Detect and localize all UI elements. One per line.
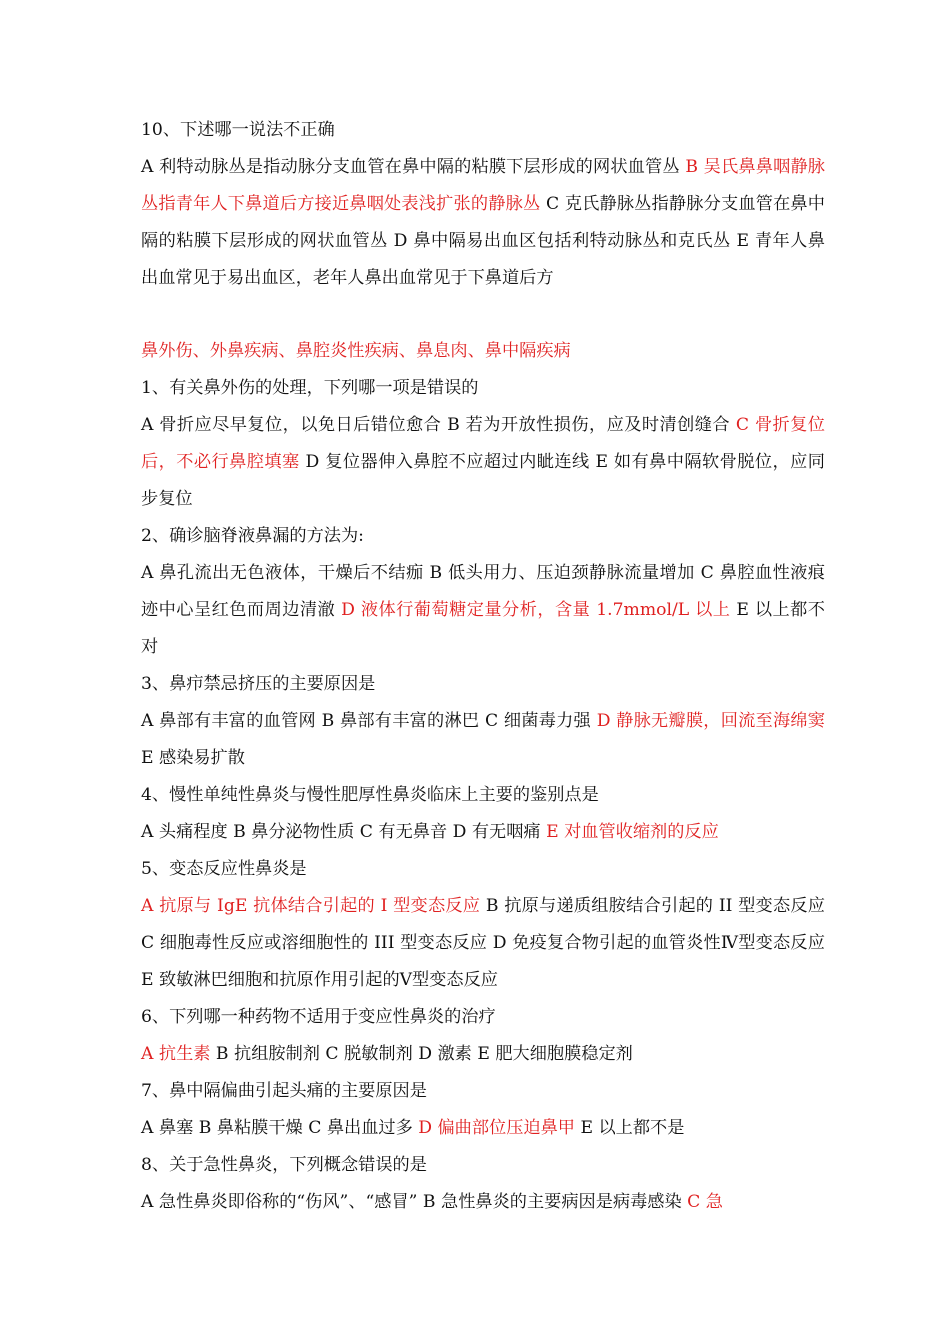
answer-text: E 对血管收缩剂的反应 xyxy=(546,822,719,842)
options-text: A 骨折应尽早复位，以免日后错位愈合 B 若为开放性损伤，应及时清创缝合 xyxy=(141,415,736,435)
question-1-title: 1、有关鼻外伤的处理，下列哪一项是错误的 xyxy=(141,378,479,398)
answer-text: A 抗原与 IgE 抗体结合引起的 I 型变态反应 xyxy=(141,896,481,916)
question-5-title: 5、变态反应性鼻炎是 xyxy=(141,859,307,879)
answer-text: C 急 xyxy=(687,1192,723,1212)
options-text: B 抗原与递质组胺结合引起的 II 型变态反应 C 细胞毒性反应或溶细胞性的 III 型变态反应 D 免疫复合物引起的血管炎性Ⅳ型变态反应 E 致敏淋巴细胞和抗原作用引起的Ⅴ型变态反应 xyxy=(141,896,825,990)
answer-text: A 抗生素 xyxy=(141,1044,211,1064)
answer-text: B 吴氏鼻鼻咽静脉丛指青年人下鼻道后方接近鼻咽处表浅扩张的静脉丛 xyxy=(141,157,825,214)
question-3-title: 3、鼻疖禁忌挤压的主要原因是 xyxy=(141,674,376,694)
question-10-title: 10、下述哪一说法不正确 xyxy=(141,120,335,140)
question-1-options xyxy=(141,407,825,518)
answer-text: C 骨折复位后，不必行鼻腔填塞 xyxy=(141,415,825,472)
question-7-title: 7、鼻中隔偏曲引起头痛的主要原因是 xyxy=(141,1081,427,1101)
section-title: 鼻外伤、外鼻疾病、鼻腔炎性疾病、鼻息肉、鼻中隔疾病 xyxy=(141,341,571,361)
options-text: E 感染易扩散 xyxy=(141,748,245,768)
document-body xyxy=(141,112,825,1221)
question-8-title: 8、关于急性鼻炎，下列概念错误的是 xyxy=(141,1155,427,1175)
question-4-title: 4、慢性单纯性鼻炎与慢性肥厚性鼻炎临床上主要的鉴别点是 xyxy=(141,785,599,805)
question-6-title: 6、下列哪一种药物不适用于变应性鼻炎的治疗 xyxy=(141,1007,496,1027)
options-text: A 鼻塞 B 鼻粘膜干燥 C 鼻出血过多 xyxy=(141,1118,419,1138)
question-3-options xyxy=(141,703,825,777)
question-4-options xyxy=(141,814,825,851)
answer-text: D 偏曲部位压迫鼻甲 xyxy=(418,1118,575,1138)
question-8-options xyxy=(141,1184,825,1221)
options-text: A 急性鼻炎即俗称的“伤风”、“感冒” B 急性鼻炎的主要病因是病毒感染 xyxy=(141,1192,688,1212)
options-text: B 抗组胺制剂 C 脱敏制剂 D 激素 E 肥大细胞膜稳定剂 xyxy=(210,1044,633,1064)
options-text: E 以上都不是 xyxy=(574,1118,685,1138)
options-text: C 克氏静脉丛指静脉分支血管在鼻中隔的粘膜下层形成的网状血管丛 D 鼻中隔易出血区包括利特动脉丛和克氏丛 E 青年人鼻出血常见于易出血区，老年人鼻出血常见于下鼻道后方 xyxy=(141,194,825,288)
options-text: A 头痛程度 B 鼻分泌物性质 C 有无鼻音 D 有无咽痛 xyxy=(141,822,547,842)
question-7-options xyxy=(141,1110,825,1147)
question-10-options xyxy=(141,149,825,297)
section-spacer xyxy=(141,297,825,333)
options-text: D 复位器伸入鼻腔不应超过内眦连线 E 如有鼻中隔软骨脱位，应同步复位 xyxy=(141,452,825,509)
question-2-title: 2、确诊脑脊液鼻漏的方法为: xyxy=(141,526,364,546)
answer-text: D 静脉无瓣膜，回流至海绵窦 xyxy=(596,711,825,731)
options-text: A 鼻部有丰富的血管网 B 鼻部有丰富的淋巴 C 细菌毒力强 xyxy=(141,711,597,731)
question-5-options xyxy=(141,888,825,999)
question-6-options xyxy=(141,1036,825,1073)
options-text: E 以上都不对 xyxy=(141,600,825,657)
options-text: A 利特动脉丛是指动脉分支血管在鼻中隔的粘膜下层形成的网状血管丛 xyxy=(141,157,686,177)
answer-text: D 液体行葡萄糖定量分析，含量 1.7mmol/L 以上 xyxy=(341,600,731,620)
question-2-options xyxy=(141,555,825,666)
options-text: A 鼻孔流出无色液体，干燥后不结痂 B 低头用力、压迫颈静脉流量增加 C 鼻腔血性液痕迹中心呈红色而周边清澈 xyxy=(141,563,825,620)
